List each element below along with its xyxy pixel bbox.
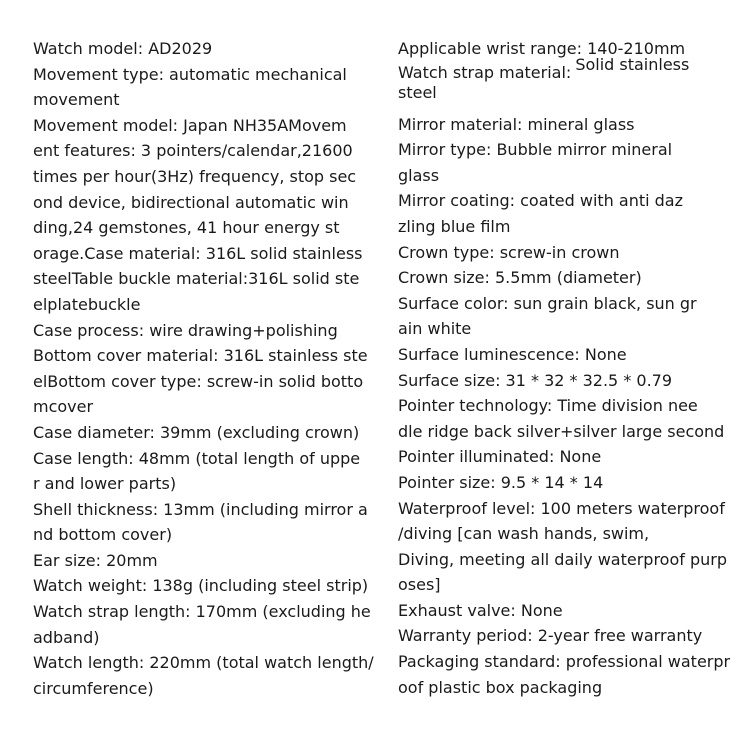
strap-material-value-cont: steel bbox=[398, 82, 437, 102]
spec-line: Mirror coating: coated with anti daz bbox=[398, 191, 683, 211]
strap-material-value: Solid stainless bbox=[575, 54, 690, 74]
spec-line: Shell thickness: 13mm (including mirror a bbox=[33, 499, 368, 519]
spec-line: Waterproof level: 100 meters waterproof bbox=[398, 498, 725, 518]
spec-line: elplatebuckle bbox=[33, 294, 141, 314]
spec-line: Surface luminescence: None bbox=[398, 344, 627, 364]
spec-line: oof plastic box packaging bbox=[398, 677, 603, 697]
spec-line: Diving, meeting all daily waterproof purp bbox=[398, 549, 728, 569]
spec-line: Pointer technology: Time division nee bbox=[398, 396, 698, 416]
spec-line: Mirror material: mineral glass bbox=[398, 114, 635, 134]
spec-line: Warranty period: 2-year free warranty bbox=[398, 626, 703, 646]
spec-column-right bbox=[398, 36, 738, 700]
spec-line: Packaging standard: professional waterpr bbox=[398, 652, 731, 672]
spec-line: Watch strap length: 170mm (excluding he bbox=[33, 602, 371, 622]
spec-line: elBottom cover type: screw-in solid botto bbox=[33, 371, 364, 391]
spec-line: Surface size: 31 * 32 * 32.5 * 0.79 bbox=[398, 370, 673, 390]
spec-line: mcover bbox=[33, 397, 94, 417]
spec-column-left bbox=[33, 36, 383, 701]
strap-material-label: Watch strap material: bbox=[398, 62, 572, 82]
strap-material-line bbox=[398, 54, 738, 84]
spec-line: ain white bbox=[398, 319, 472, 339]
spec-line: Surface color: sun grain black, sun gr bbox=[398, 293, 697, 313]
spec-line: ent features: 3 pointers/calendar,21600 bbox=[33, 141, 353, 161]
spec-line: Mirror type: Bubble mirror mineral bbox=[398, 140, 673, 160]
spec-line: Watch length: 220mm (total watch length/ bbox=[33, 653, 374, 673]
spec-line: oses] bbox=[398, 575, 441, 595]
spec-line: Case length: 48mm (total length of uppe bbox=[33, 448, 361, 468]
spec-line: times per hour(3Hz) frequency, stop sec bbox=[33, 166, 357, 186]
spec-line: Crown type: screw-in crown bbox=[398, 242, 620, 262]
wrist-range-line: Applicable wrist range: 140-210mm bbox=[398, 39, 686, 58]
spec-line: circumference) bbox=[33, 678, 154, 698]
spec-line: Bottom cover material: 316L stainless ste bbox=[33, 346, 368, 366]
spec-line: Pointer size: 9.5 * 14 * 14 bbox=[398, 472, 604, 492]
spec-line: Case diameter: 39mm (excluding crown) bbox=[33, 422, 360, 442]
spec-line: Watch weight: 138g (including steel strip) bbox=[33, 576, 369, 596]
spec-line: Pointer illuminated: None bbox=[398, 447, 602, 467]
spec-line: Crown size: 5.5mm (diameter) bbox=[398, 268, 642, 288]
spec-line: nd bottom cover) bbox=[33, 525, 173, 545]
spec-line: glass bbox=[398, 165, 440, 185]
spec-line: ding,24 gemstones, 41 hour energy st bbox=[33, 218, 340, 238]
spec-line: steelTable buckle material:316L solid ste bbox=[33, 269, 360, 289]
spec-line: dle ridge back silver+silver large second bbox=[398, 421, 725, 441]
spec-line: Case process: wire drawing+polishing bbox=[33, 320, 338, 340]
spec-line: orage.Case material: 316L solid stainless bbox=[33, 243, 363, 263]
spec-line: r and lower parts) bbox=[33, 474, 177, 494]
spec-line: Ear size: 20mm bbox=[33, 550, 158, 570]
spec-line: Exhaust valve: None bbox=[398, 600, 563, 620]
spec-line: adband) bbox=[33, 627, 100, 647]
spec-line: /diving [can wash hands, swim, bbox=[398, 524, 650, 544]
spec-line: Movement model: Japan NH35AMovem bbox=[33, 115, 347, 135]
spec-line: Movement type: automatic mechanical bbox=[33, 64, 347, 84]
spec-line: movement bbox=[33, 90, 120, 110]
spec-line: zling blue film bbox=[398, 216, 511, 236]
spec-line: Watch model: AD2029 bbox=[33, 39, 213, 58]
spec-line: ond device, bidirectional automatic win bbox=[33, 192, 349, 212]
